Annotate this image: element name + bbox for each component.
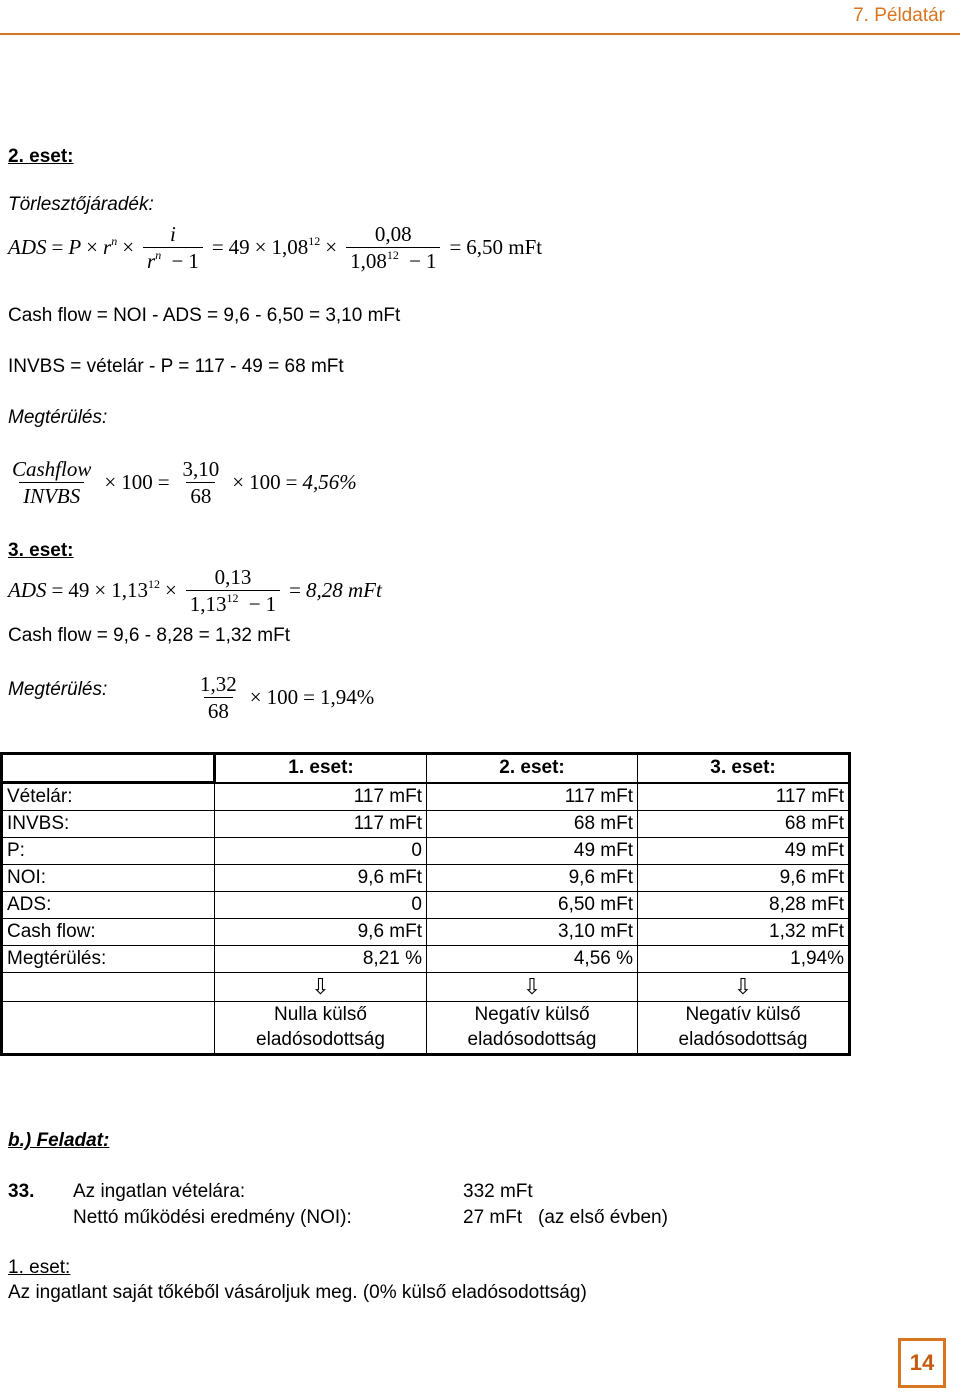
case3-payback-formula (192, 671, 374, 725)
ads-numeric-fraction (346, 221, 440, 275)
table-row (2, 892, 850, 919)
case3-cashflow: Cash flow = 9,6 - 8,28 = 1,32 mFt (8, 625, 290, 646)
case2-payback-label: Megtérülés: (8, 407, 108, 428)
cell-value: 8,21 % (215, 946, 427, 973)
cell-value: 9,6 mFt (427, 865, 638, 892)
cell-value: 0 (215, 838, 427, 865)
cell-value: 1,94% (638, 946, 850, 973)
minus: − (248, 592, 261, 617)
task-number: 33. (8, 1181, 35, 1202)
case3-payback-label: Megtérülés: (8, 679, 108, 700)
down-arrow-icon: ⇩ (427, 973, 638, 1002)
cell-value: 8,28 mFt (638, 892, 850, 919)
conclusion-line2: eladósodottság (678, 1028, 808, 1050)
cell-value: 117 mFt (215, 811, 427, 838)
exponent: 12 (147, 577, 160, 592)
hundred: 100 (266, 685, 299, 710)
payback-fraction (196, 671, 241, 725)
base-value: 1,08 (271, 235, 309, 260)
cell-value: 49 mFt (638, 838, 850, 865)
conclusion-line1: Negatív külső (474, 1004, 590, 1025)
table-header-row (2, 754, 850, 783)
times: × (249, 685, 262, 710)
case2-subtitle: Törlesztőjáradék: (8, 194, 154, 215)
cell-value: 68 mFt (638, 811, 850, 838)
table-row (2, 946, 850, 973)
times: × (325, 235, 338, 260)
case3-ads-formula (8, 564, 382, 618)
minus: − (171, 249, 184, 274)
header-blank (2, 754, 215, 783)
arrow-row (2, 973, 850, 1002)
i-symbol: i (170, 222, 176, 246)
invbs-symbol: INVBS (19, 482, 84, 509)
cell-value: 49 mFt (427, 838, 638, 865)
header-case1: 1. eset: (215, 754, 427, 783)
row-label: P: (2, 838, 215, 865)
rate-value: 0,13 (214, 565, 252, 589)
base-value: 1,13 (189, 592, 227, 617)
conclusion-case2 (427, 1002, 638, 1055)
cell-value: 6,50 mFt (427, 892, 638, 919)
arrow-blank (2, 973, 215, 1002)
table-row (2, 838, 850, 865)
case2-cashflow: Cash flow = NOI - ADS = 9,6 - 6,50 = 3,10 mFt (8, 305, 401, 326)
cell-value: 117 mFt (427, 783, 638, 811)
ads-rate-fraction (143, 221, 203, 275)
minus: − (409, 249, 421, 274)
times: × (232, 470, 245, 495)
case2-ads-formula (8, 221, 542, 275)
row-label: NOI: (2, 865, 215, 892)
cashflow-invbs-fraction (8, 456, 95, 510)
equals: = (51, 578, 64, 603)
down-arrow-icon: ⇩ (638, 973, 850, 1002)
row-label: ADS: (2, 892, 215, 919)
rate-value: 0,08 (374, 222, 412, 246)
table-row (2, 865, 850, 892)
one: 1 (265, 592, 277, 617)
base-value: 1,13 (111, 578, 148, 603)
cashflow-value: 1,32 (200, 672, 237, 696)
ads-result: 6,50 mFt (466, 235, 543, 260)
cell-value: 117 mFt (215, 783, 427, 811)
times: × (164, 578, 177, 603)
exponent: 12 (386, 248, 399, 263)
hundred: 100 (249, 470, 281, 495)
cashflow-value: 3,10 (182, 457, 220, 481)
r-symbol: r (103, 235, 112, 260)
numeric-fraction (179, 456, 224, 510)
section-title: 7. Példatár (853, 5, 945, 26)
times: × (254, 235, 267, 260)
r-symbol: r (147, 249, 156, 274)
exponent: 12 (308, 234, 321, 249)
ads-symbol: ADS (8, 578, 47, 603)
case2-payback-formula (4, 456, 357, 510)
principal-value: 49 (228, 235, 250, 260)
cell-value: 9,6 mFt (215, 919, 427, 946)
conclusion-row (2, 1002, 850, 1055)
header-case3: 3. eset: (638, 754, 850, 783)
ads-result: 8,28 mFt (305, 578, 382, 603)
hundred: 100 (121, 470, 153, 495)
table-row (2, 783, 850, 811)
page-number: 14 (898, 1338, 946, 1388)
cell-value: 1,32 mFt (638, 919, 850, 946)
table-row (2, 919, 850, 946)
cell-value: 9,6 mFt (215, 865, 427, 892)
case2-invbs: INVBS = vételár - P = 117 - 49 = 68 mFt (8, 356, 344, 377)
equals: = (51, 235, 64, 260)
cell-value: 117 mFt (638, 783, 850, 811)
cell-value: 4,56 % (427, 946, 638, 973)
n-exponent: n (155, 248, 162, 263)
noi-label: Nettó működési eredmény (NOI): (73, 1207, 352, 1228)
conclusion-case1 (215, 1002, 427, 1055)
header-rule (0, 33, 960, 35)
invbs-value: 68 (186, 482, 215, 509)
times: × (86, 235, 99, 260)
cell-value: 9,6 mFt (638, 865, 850, 892)
one: 1 (425, 249, 437, 274)
n-exponent: n (111, 234, 118, 249)
payback-result: 1,94% (319, 685, 375, 710)
row-label: Megtérülés: (2, 946, 215, 973)
comparison-table (0, 752, 851, 1056)
header-case2: 2. eset: (427, 754, 638, 783)
conclusion-blank (2, 1002, 215, 1055)
invbs-value: 68 (204, 697, 233, 724)
equals: = (303, 685, 315, 710)
task-heading: b.) Feladat: (8, 1130, 110, 1151)
cell-value: 68 mFt (427, 811, 638, 838)
row-label: Cash flow: (2, 919, 215, 946)
noi-value: 27 mFt (463, 1207, 523, 1228)
equals: = (289, 578, 301, 603)
times: × (94, 578, 107, 603)
equals: = (449, 235, 462, 260)
noi-note: (az első évben) (538, 1207, 668, 1228)
table-row (2, 811, 850, 838)
case3-heading: 3. eset: (8, 540, 74, 561)
price-value: 332 mFt (463, 1181, 533, 1202)
conclusion-line2: eladósodottság (467, 1028, 597, 1050)
one: 1 (188, 249, 199, 274)
conclusion-line1: Negatív külső (685, 1004, 801, 1025)
equals: = (157, 470, 170, 495)
price-label: Az ingatlan vételára: (73, 1181, 246, 1202)
case2-heading: 2. eset: (8, 146, 74, 167)
times: × (104, 470, 117, 495)
cell-value: 0 (215, 892, 427, 919)
times: × (122, 235, 135, 260)
p-symbol: P (68, 235, 82, 260)
conclusion-line2: eladósodottság (256, 1028, 385, 1050)
conclusion-case3 (638, 1002, 850, 1055)
equals: = (285, 470, 298, 495)
ads-symbol: ADS (8, 235, 47, 260)
conclusion-line1: Nulla külső (274, 1004, 367, 1025)
down-arrow-icon: ⇩ (215, 973, 427, 1002)
base-value: 1,08 (350, 249, 387, 274)
row-label: Vételár: (2, 783, 215, 811)
principal-value: 49 (68, 578, 90, 603)
equals: = (211, 235, 224, 260)
cashflow-symbol: Cashflow (12, 457, 92, 481)
cell-value: 3,10 mFt (427, 919, 638, 946)
case1-text: Az ingatlant saját tőkéből vásároljuk meg. (0% külső eladósodottság) (8, 1282, 587, 1303)
case1-heading: 1. eset: (8, 1257, 71, 1278)
exponent: 12 (226, 591, 239, 606)
payback-result: 4,56% (302, 470, 357, 495)
ads-numeric-fraction (186, 564, 280, 618)
row-label: INVBS: (2, 811, 215, 838)
